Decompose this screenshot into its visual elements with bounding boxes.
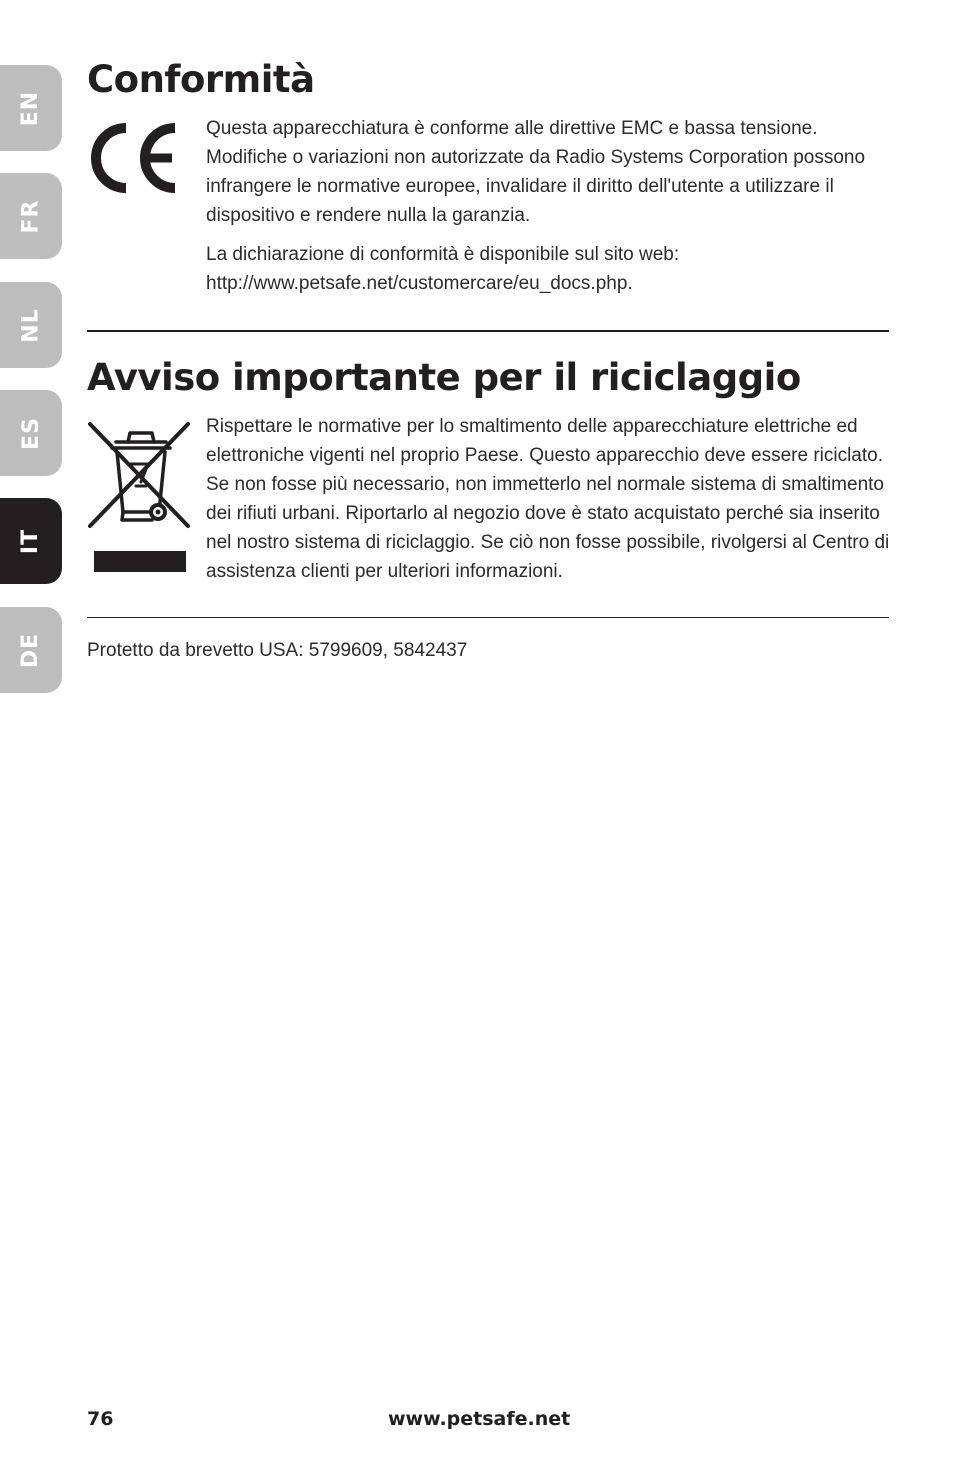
page-number: 76 (87, 1408, 114, 1430)
tab-fr[interactable] (0, 173, 62, 259)
weee-crossed-bin-icon (86, 420, 194, 576)
tab-de[interactable] (0, 607, 62, 693)
tab-nl-label: NL (18, 307, 44, 343)
tab-en[interactable] (0, 65, 62, 151)
tab-es-label: ES (18, 416, 44, 450)
tab-it[interactable] (0, 498, 62, 584)
tab-it-label: IT (18, 528, 44, 554)
recycling-paragraph: Rispettare le normative per lo smaltimento delle apparecchiature elettriche ed elettroniche vigenti nel proprio Paese. Questo apparecchio deve essere riciclato. Se non fosse più necessario, non immetterlo nel normale sistema di smaltimento dei rifiuti urbani. Riportarlo al negozio dove è stato acquistato perché sia inserito nel nostro sistema di riciclaggio. Se ciò non fosse possibile, rivolgersi al Centro di assistenza clienti per ulteriori informazioni. (206, 416, 890, 582)
website-link[interactable]: www.petsafe.net (388, 1408, 571, 1430)
tab-es[interactable] (0, 390, 62, 476)
tab-en-label: EN (18, 90, 44, 126)
conformity-paragraph-2: La dichiarazione di conformità è disponibile sul sito web: http://www.petsafe.net/customercare/eu_docs.php. (206, 244, 680, 294)
ce-mark-icon (86, 120, 180, 196)
section-divider-thin (87, 617, 889, 618)
tab-nl[interactable] (0, 282, 62, 368)
recycling-heading: Avviso importante per il riciclaggio (87, 356, 801, 399)
conformity-paragraph-1: Questa apparecchiatura è conforme alle direttive EMC e bassa tensione. Modifiche o variazioni non autorizzate da Radio Systems Corporation possono infrangere le normative europee, invalidare il diritto dell'utente a utilizzare il dispositivo e rendere nulla la garanzia. (206, 118, 866, 226)
tab-de-label: DE (18, 632, 44, 668)
conformity-heading: Conformità (87, 58, 315, 101)
patent-notice: Protetto da brevetto USA: 5799609, 5842437 (87, 640, 468, 661)
section-divider (87, 330, 889, 332)
tab-fr-label: FR (18, 199, 44, 233)
